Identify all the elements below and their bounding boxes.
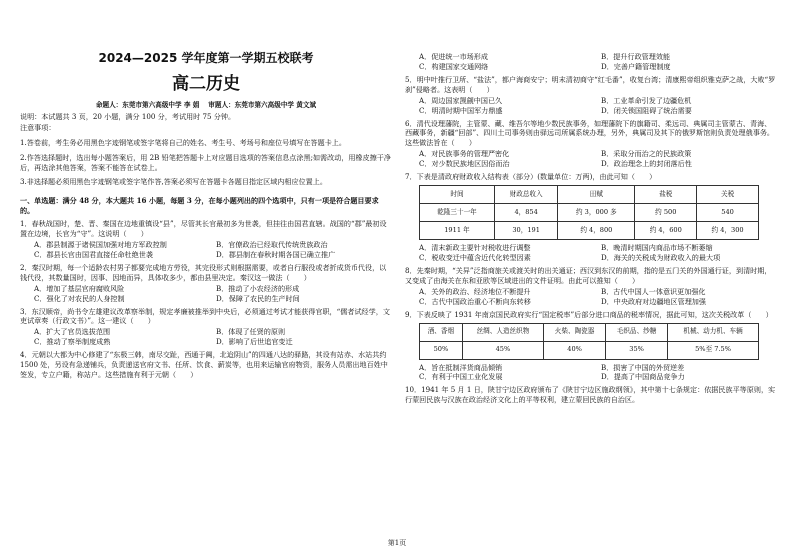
table-cell: 约 4，300	[697, 222, 759, 240]
table-cell: 40%	[544, 341, 606, 359]
option-a: A．扩大了官员选拔范围	[34, 327, 111, 337]
question-10	[405, 385, 777, 405]
option-d: D．保障了农民的生产时间	[216, 293, 300, 303]
option-a: A．关外的政治、经济地位不断提升	[419, 286, 531, 296]
table-cell: 乾隆三十一年	[420, 204, 495, 222]
option-c: C．构建国家交通网络	[419, 61, 489, 71]
option-d: D．提高了中国商品竞争力	[601, 372, 685, 382]
option-d: D．郡县制在春秋时期各国已确立推广	[216, 249, 336, 259]
question-stem: 9．下表反映了 1931 年南京国民政府实行“国定税率”后部分进口商品的税率情况，据此可知，这次关税改革（ ）	[405, 309, 773, 319]
table-header-cell: 火柴、陶瓷器	[544, 323, 606, 341]
option-c: C．推动了察举制度成熟	[34, 337, 111, 347]
option-b: B．损害了中国的外贸逆差	[601, 362, 685, 372]
authors-line: 命题人：东莞市第六高级中学 李 娟 审题人：东莞市第六高级中学 黄文斌	[95, 100, 317, 109]
question-stem: 1．春秋战国时，楚、晋、秦国在边地重镇设“县”，尽管其长官最初多为世袭，但挂往由国君直辖。战国的“郡”最初设置在边境，长官为“守”。这说明（ ）	[20, 219, 387, 239]
table-row	[420, 341, 759, 359]
question-stem: 6．清代设理藩院，主管蒙、藏、维吾尔等地少数民族事务，如理藩院下的旗籍司、柔远司、典属司主管蒙古、青海、西藏事务，新疆“回部”、四川土司事务则由驿远司所属系统办理，另外，典属司及其下的俄罗斯馆则负责处理俄事务。这些做法旨在（ ）	[405, 118, 775, 148]
question-stem: 5．明中叶推行卫所、“盐法”，都户海商安宁；明末清初商守“红毛番”，收复台湾；清康熙帝组织雅克萨之战，大败“罗刹”侵略者。这表明（ ）	[405, 74, 776, 94]
question-stem: 4．元朝以大都为中心修建了“东极三韩，南尽交趾，西通于阗，北迨阴山”的四通八达的驿路，其设有站赤、水站共约 1500 处，另设有急递铺兵，负责递送官府文书、任所、饮食、薪炭等，也用来运输官府物资，服务人员需出地百姓中签发，专立户籍，称站户。这些措施有利于元朝（ ）	[20, 350, 388, 380]
instruction-item: 1.答卷前，考生务必用黑色字迹钢笔或签字笔将自己的姓名、考生号、考场号和座位号填写在答题卡上。	[20, 137, 346, 147]
tariff-table	[419, 323, 759, 360]
table-row	[420, 222, 759, 240]
option-c: C．对少数民族地区因俗而治	[419, 159, 510, 169]
table-header-cell: 机械、动力机、车辆	[668, 323, 759, 341]
option-d: D．中央政府对边疆地区管理加强	[601, 296, 706, 306]
exam-title: 2024—2025 学年度第一学期五校联考	[98, 51, 314, 65]
option-b: B．工业革命引发了边疆危机	[601, 95, 692, 105]
question-1	[20, 219, 392, 260]
table-cell: 约 4，600	[635, 222, 697, 240]
table-row	[420, 204, 759, 222]
instructions-label: 注意事项：	[20, 122, 56, 132]
option-b: B．推动了小农经济的形成	[216, 283, 300, 293]
question-stem: 7．下表是清政府财政收入结构表（部分）(数量单位：万两)，由此可知（ ）	[405, 172, 657, 182]
option-b: B．体现了任贤的原则	[216, 327, 286, 337]
option-a: A．增加了基层官府腐败风险	[34, 283, 125, 293]
option-c: C．古代中国政治重心不断向东转移	[419, 296, 531, 306]
question-3	[20, 307, 392, 348]
left-column	[20, 0, 392, 535]
question-stem: 3．东汉顺帝，尚书令左雄建议改革察举制，规定孝廉被推举到中央后，必须通过考试才能获得官职，“儒者试经学，文吏试章奏（行政文书）”。这一建议（ ）	[20, 306, 390, 326]
table-cell: 约 4，800	[558, 222, 635, 240]
option-a: A．郡县制源于诸侯国加强对地方军政控制	[34, 240, 167, 250]
question-4-options	[419, 52, 777, 72]
option-a: A．旨在抵制洋货商品倾销	[419, 362, 503, 372]
table-header-cell: 丝绸、人造丝织物	[462, 323, 543, 341]
table-header-cell: 财政总收入	[494, 186, 557, 204]
option-d: D．闭关锁国阻碍了统治需要	[601, 105, 692, 115]
table-cell: 4，854	[494, 204, 557, 222]
option-b: B．提升行政管理效能	[601, 52, 671, 61]
option-a: A．清末新政主要针对税收进行调整	[419, 243, 531, 253]
table-cell: 50%	[420, 341, 463, 359]
instruction-item: 2.作答选择题时，选出每小题答案后，用 2B 铅笔把答题卡上对应题目选项的答案信息点涂黑;如需改动，用橡皮擦干净后，再选涂其他答案，答案不能答在试卷上。	[20, 152, 391, 172]
option-a: A．对民族事务的管理严密化	[419, 149, 510, 159]
question-7	[405, 172, 777, 263]
option-c: C．税收变迁中蕴含近代化转型因素	[419, 252, 531, 262]
question-8	[405, 266, 777, 307]
table-cell: 约 500	[635, 204, 697, 222]
revenue-table	[419, 185, 759, 240]
option-b: B．晚清时期国内商品市场不断萎缩	[601, 243, 713, 253]
option-b: B．采取分而治之的民族政策	[601, 149, 692, 159]
option-a: A．促进统一市场形成	[419, 52, 488, 61]
table-cell: 35%	[606, 341, 668, 359]
subject-title: 高二历史	[172, 73, 240, 94]
question-2	[20, 263, 392, 304]
table-header-cell: 时间	[420, 186, 495, 204]
right-column	[405, 0, 777, 535]
table-cell: 5%至 7.5%	[668, 341, 759, 359]
question-4	[20, 350, 392, 380]
question-9	[405, 310, 777, 383]
question-stem: 10．1941 年 5 月 1 日，陕甘宁边区政府颁布了《陕甘宁边区施政纲领》，其中第十七条规定：依据民族平等原则，实行蒙回民族与汉族在政治经济文化上的平等权利，建立蒙回民族的自治区。	[405, 385, 776, 405]
section-heading: 一、单选题：满分 48 分，本大题共 16 小题，每题 3 分，在每小题列出的四个选项中，只有一项是符合题目要求的。	[20, 196, 379, 216]
option-c: C．郡县长官由国君直接任命杜绝世袭	[34, 249, 153, 259]
question-5	[405, 75, 777, 116]
question-stem: 2．秦汉时期，每一个适龄农村男子都要完成地方劳役，其完役形式则根据需要，或者自行服役或者折成货币代役，以钱代役，其数量国时，因事、因地而异，具体收多少，都由县里决定。秦汉这一做法（ ）	[20, 262, 387, 282]
table-header-cell: 酒、香烟	[420, 323, 463, 341]
table-cell: 30，191	[494, 222, 557, 240]
question-6	[405, 119, 777, 170]
table-cell: 约 3，000 多	[558, 204, 635, 222]
option-c: C．强化了对农民的人身控制	[34, 293, 125, 303]
option-d: D．政治理念上的封闭落后性	[601, 159, 692, 169]
table-header-cell: 毛织品、纱糖	[606, 323, 668, 341]
option-d: D．海关的关税成为财政收入的最大项	[601, 252, 721, 262]
option-c: C．明清时期中国军力鼎盛	[419, 105, 503, 115]
table-header-row	[420, 186, 759, 204]
table-cell: 540	[697, 204, 759, 222]
instructions-intro: 说明：本试题共 3 页，20 小题，满分 100 分，考试用时 75 分钟。	[20, 111, 236, 121]
page-number: 第1页	[387, 539, 407, 547]
table-header-cell: 田赋	[558, 186, 635, 204]
option-a: A．周边国家觊觎中国已久	[419, 95, 503, 105]
option-b: B．古代中国人一体意识更加强化	[601, 286, 706, 296]
option-c: C．有利于中国工业化发展	[419, 372, 503, 382]
table-cell: 1911 年	[420, 222, 495, 240]
question-stem: 8．先秦时期，“关异”泛指商旅关或渡关时的出关通证；西汉到东汉的前期，指的是五门关的外国通行证，到清时期，又变成了由海关在东和亚欧等区域进出的文件证明。由此可以推知（ ）	[405, 265, 772, 285]
option-d: D．影响了后世追官变迁	[216, 337, 293, 347]
table-header-row	[420, 323, 759, 341]
table-header-cell: 盐税	[635, 186, 697, 204]
instruction-item: 3.非选择题必须用黑色字迹钢笔或签字笔作答,答案必须写在答题卡各题目指定区域内相应位置上。	[20, 177, 327, 187]
table-cell: 45%	[462, 341, 543, 359]
option-d: D．完善户籍管理制度	[601, 61, 671, 71]
table-header-cell: 关税	[697, 186, 759, 204]
option-b: B．官僚政治已经取代传统贵族政治	[216, 240, 328, 250]
